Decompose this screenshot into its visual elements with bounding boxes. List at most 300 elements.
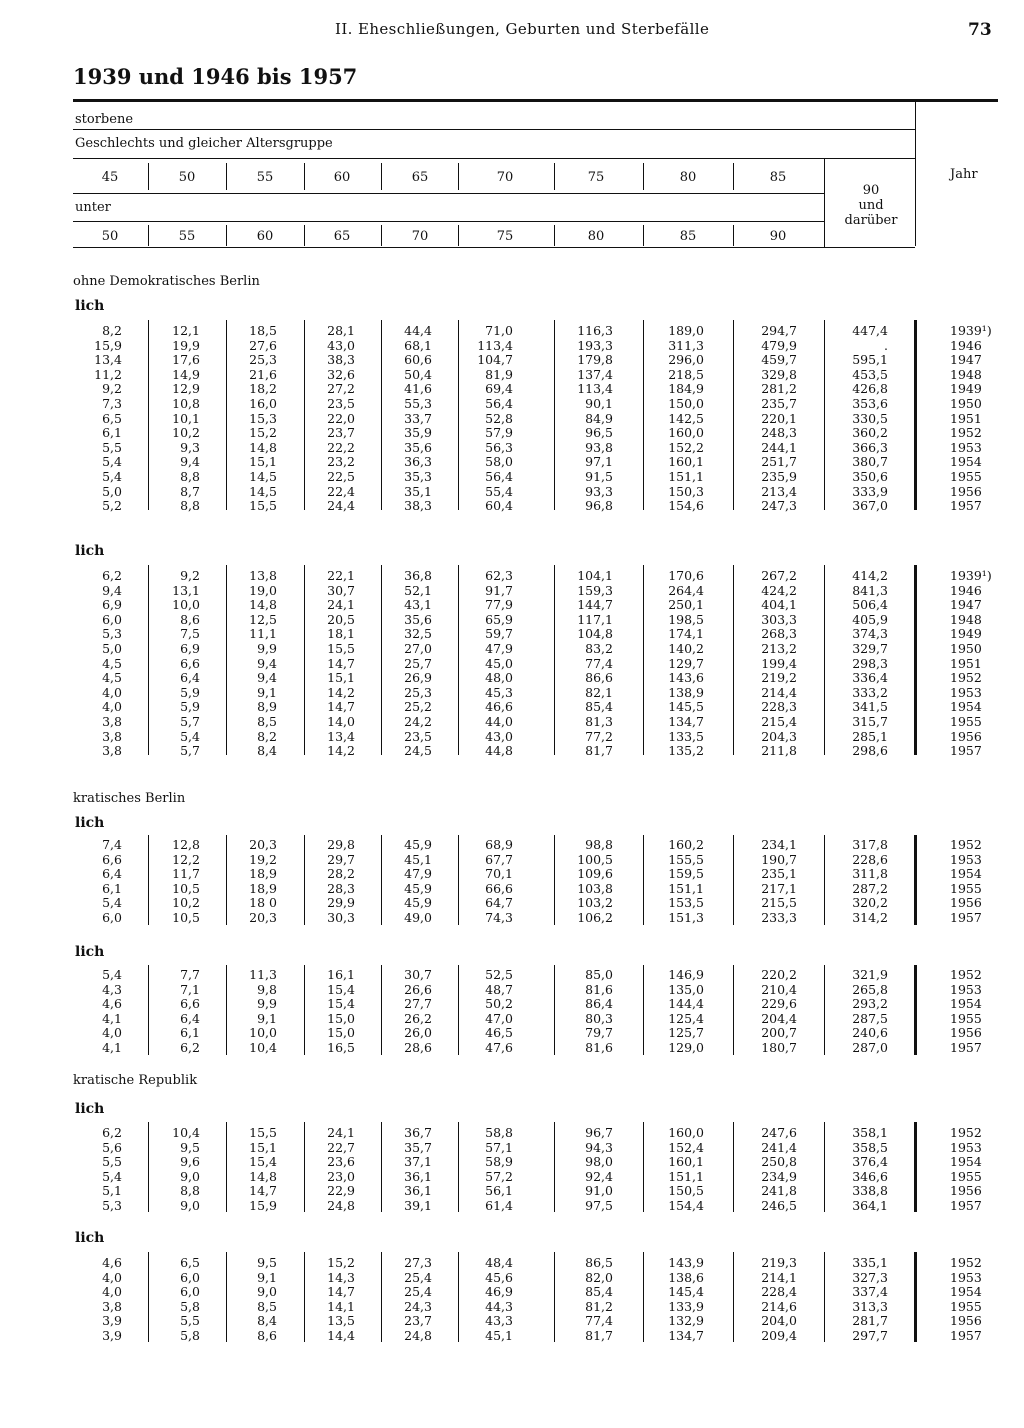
table-cell: 94,3 (585, 1139, 613, 1155)
table-cell: 65,9 (485, 611, 513, 627)
table-cell: 204,4 (761, 1010, 797, 1026)
table-cell: 18,5 (249, 323, 277, 338)
table-cell: 152,4 (668, 1139, 704, 1155)
table-cell: 67,7 (485, 851, 513, 867)
table-cell: 14,7 (327, 655, 355, 671)
table-cell: 294,7 (761, 323, 797, 338)
year-cell: 1946 (950, 582, 982, 598)
table-cell: 5,9 (180, 684, 200, 700)
year-column-bar (914, 965, 917, 1055)
year-cell: 1957 (950, 498, 982, 514)
table-cell: 241,4 (761, 1139, 797, 1155)
table-cell: 138,9 (668, 684, 704, 700)
table-cell: 414,2 (852, 568, 888, 583)
table-cell: 43,0 (485, 728, 513, 744)
table-cell: 134,7 (668, 1328, 704, 1343)
table-cell: 5,4 (102, 1168, 122, 1184)
ninety-and-over-header (836, 183, 906, 228)
table-cell: 151,1 (668, 1168, 704, 1184)
table-cell: 15,1 (249, 454, 277, 470)
table-cell: 47,9 (404, 866, 432, 882)
table-cell: 204,3 (761, 728, 797, 744)
table-cell: 71,0 (485, 323, 513, 338)
table-cell: 93,3 (585, 483, 613, 499)
table-cell: 44,0 (485, 714, 513, 729)
header-column-divider (733, 225, 734, 246)
table-cell: 27,2 (327, 381, 355, 397)
table-cell: 74,3 (485, 910, 513, 925)
table-cell: 25,4 (404, 1269, 432, 1285)
table-cell: 214,6 (761, 1298, 797, 1314)
table-cell: 150,3 (668, 483, 704, 499)
year-cell: 1952 (950, 1255, 982, 1270)
table-cell: 5,4 (102, 895, 122, 911)
table-cell: 43,1 (404, 597, 432, 613)
table-cell: 160,0 (668, 1125, 704, 1140)
table-cell: 180,7 (761, 1040, 797, 1055)
table-cell: 380,7 (852, 454, 888, 470)
table-cell: 281,2 (761, 381, 797, 397)
table-cell: 6,1 (102, 880, 122, 896)
table-cell: 66,6 (485, 880, 513, 896)
table-cell: 341,5 (852, 699, 888, 715)
table-cell: 15,3 (249, 410, 277, 426)
table-cell: 80,3 (585, 1010, 613, 1026)
column-divider (554, 1252, 555, 1342)
year-cell: 1957 (950, 1198, 982, 1213)
table-cell: 9,4 (257, 655, 277, 671)
table-cell: 6,0 (180, 1284, 200, 1300)
table-cell: 58,8 (485, 1125, 513, 1140)
table-cell: 189,0 (668, 323, 704, 338)
column-divider (733, 965, 734, 1055)
table-cell: 247,6 (761, 1125, 797, 1140)
year-cell: 1949 (950, 626, 982, 642)
table-cell: 8,8 (180, 498, 200, 514)
table-cell: 6,1 (102, 425, 122, 441)
column-divider (458, 965, 459, 1055)
table-cell: 5,8 (180, 1298, 200, 1314)
from-age-cell: 55 (256, 170, 274, 185)
year-cell: 1951 (950, 655, 982, 671)
table-cell: 5,6 (102, 1139, 122, 1155)
table-cell: 27,6 (249, 337, 277, 353)
table-cell: 30,7 (404, 967, 432, 982)
table-cell: 6,4 (102, 866, 122, 882)
table-cell: 144,7 (577, 597, 613, 613)
table-cell: 9,4 (102, 582, 122, 598)
year-cell: 1952 (950, 1125, 982, 1140)
table-cell: 98,0 (585, 1154, 613, 1170)
table-cell: 113,4 (477, 337, 513, 353)
table-cell: 133,9 (668, 1298, 704, 1314)
table-cell: 6,0 (102, 611, 122, 627)
table-cell: 9,8 (257, 981, 277, 997)
table-cell: 5,0 (102, 483, 122, 499)
column-divider (458, 1122, 459, 1212)
table-cell: 117,1 (577, 611, 613, 627)
table-cell: 11,1 (249, 626, 277, 642)
table-cell: 46,9 (485, 1284, 513, 1300)
table-cell: 11,3 (249, 967, 277, 982)
table-cell: 6,4 (180, 670, 200, 686)
table-cell: 248,3 (761, 425, 797, 441)
table-cell: 6,2 (102, 568, 122, 583)
year-column-bar (914, 1252, 917, 1342)
table-cell: 36,1 (404, 1183, 432, 1199)
column-divider (824, 835, 825, 925)
table-cell: 3,8 (102, 743, 122, 759)
table-cell: 426,8 (852, 381, 888, 397)
header-column-divider (304, 163, 305, 190)
table-cell: 146,9 (668, 967, 704, 982)
table-cell: 47,9 (485, 641, 513, 656)
year-cell: 1953 (950, 1269, 982, 1285)
table-cell: 24,1 (327, 597, 355, 613)
table-cell: 14,8 (249, 597, 277, 613)
year-cell: 1955 (950, 1298, 982, 1314)
header-row1-text: storbene (75, 112, 134, 127)
table-cell: 15,9 (94, 337, 122, 353)
table-cell: 39,1 (404, 1198, 432, 1213)
table-cell: 15,2 (327, 1255, 355, 1270)
table-cell: 10,0 (172, 597, 200, 613)
header-rule-3 (73, 193, 824, 194)
table-cell: 52,1 (404, 582, 432, 598)
table-cell: 64,7 (485, 895, 513, 911)
column-divider (381, 1122, 382, 1212)
table-cell: 267,2 (761, 568, 797, 583)
column-divider (381, 320, 382, 510)
table-cell: 6,0 (102, 910, 122, 925)
table-cell: 5,1 (102, 1183, 122, 1199)
sex-label: lich (75, 944, 105, 960)
to-age-cell: 70 (411, 229, 429, 244)
table-cell: 35,3 (404, 469, 432, 484)
table-cell: 97,5 (585, 1198, 613, 1213)
table-cell: 137,4 (577, 366, 613, 382)
table-cell: 81,9 (485, 366, 513, 382)
column-divider (824, 320, 825, 510)
table-cell: 215,4 (761, 714, 797, 729)
table-cell: 321,9 (852, 967, 888, 982)
column-divider (554, 1122, 555, 1212)
table-cell: 6,9 (102, 597, 122, 613)
table-cell: 9,2 (180, 568, 200, 583)
table-cell: 14,8 (249, 439, 277, 455)
header-rule-4 (73, 221, 824, 222)
table-cell: 86,5 (585, 1255, 613, 1270)
year-cell: 1957 (950, 1328, 982, 1343)
table-cell: 268,3 (761, 626, 797, 642)
year-cell: 1947 (950, 352, 982, 368)
table-cell: 287,2 (852, 880, 888, 896)
table-cell: 376,4 (852, 1154, 888, 1170)
table-cell: 5,3 (102, 626, 122, 642)
table-cell: 13,8 (249, 568, 277, 583)
table-cell: 241,8 (761, 1183, 797, 1199)
table-cell: 57,2 (485, 1168, 513, 1184)
year-cell: 1951 (950, 410, 982, 426)
year-cell: 1948 (950, 611, 982, 627)
table-cell: 4,0 (102, 1269, 122, 1285)
table-cell: 235,7 (761, 396, 797, 411)
to-age-cell: 50 (101, 229, 119, 244)
table-cell: 13,4 (327, 728, 355, 744)
table-cell: 21,6 (249, 366, 277, 382)
table-cell: 219,2 (761, 670, 797, 686)
header-column-divider (226, 163, 227, 190)
table-cell: 5,4 (102, 967, 122, 982)
year-cell: 1956 (950, 1183, 982, 1199)
column-divider (554, 565, 555, 755)
table-cell: 29,7 (327, 851, 355, 867)
table-cell: 6,0 (180, 1269, 200, 1285)
table-cell: 79,7 (585, 1025, 613, 1041)
table-cell: 4,1 (102, 1040, 122, 1055)
table-cell: 35,6 (404, 611, 432, 627)
table-cell: 154,4 (668, 1198, 704, 1213)
year-cell: 1953 (950, 851, 982, 867)
table-cell: 58,0 (485, 454, 513, 470)
column-divider (226, 1252, 227, 1342)
table-cell: 9,9 (257, 996, 277, 1012)
table-cell: 190,7 (761, 851, 797, 867)
table-cell: 116,3 (577, 323, 613, 338)
table-cell: 329,8 (761, 366, 797, 382)
table-cell: 81,3 (585, 714, 613, 729)
sex-label: lich (75, 1101, 105, 1117)
table-cell: 281,7 (852, 1313, 888, 1329)
table-cell: 48,0 (485, 670, 513, 686)
table-cell: 6,6 (180, 996, 200, 1012)
table-cell: 5,5 (180, 1313, 200, 1329)
table-cell: 57,1 (485, 1139, 513, 1155)
table-cell: 23,0 (327, 1168, 355, 1184)
table-cell: 109,6 (577, 866, 613, 882)
table-cell: 14,5 (249, 469, 277, 484)
table-cell: 6,2 (180, 1040, 200, 1055)
table-cell: 151,3 (668, 910, 704, 925)
table-cell: 35,1 (404, 483, 432, 499)
table-cell: 9,1 (257, 1010, 277, 1026)
year-cell: 1953 (950, 1139, 982, 1155)
table-cell: 23,6 (327, 1154, 355, 1170)
table-cell: 15,1 (327, 670, 355, 686)
table-cell: 15,2 (249, 425, 277, 441)
table-cell: 14,2 (327, 743, 355, 759)
section-label: kratisches Berlin (73, 791, 186, 806)
table-cell: 15,9 (249, 1198, 277, 1213)
table-cell: 11,7 (172, 866, 200, 882)
table-cell: 77,9 (485, 597, 513, 613)
table-cell: 152,2 (668, 439, 704, 455)
header-column-divider (554, 163, 555, 190)
running-head: II. Eheschließungen, Geburten und Sterbefälle (335, 20, 710, 38)
table-cell: 91,5 (585, 469, 613, 484)
column-divider (643, 1252, 644, 1342)
from-age-cell: 50 (178, 170, 196, 185)
table-cell: 424,2 (761, 582, 797, 598)
table-cell: 841,3 (852, 582, 888, 598)
table-cell: 23,2 (327, 454, 355, 470)
table-cell: 4,0 (102, 684, 122, 700)
table-cell: 329,7 (852, 641, 888, 656)
table-cell: 317,8 (852, 837, 888, 852)
header-column-divider (381, 225, 382, 246)
table-cell: 52,8 (485, 410, 513, 426)
column-divider (824, 965, 825, 1055)
year-column-bar (914, 1122, 917, 1212)
table-cell: 336,4 (852, 670, 888, 686)
table-cell: 32,5 (404, 626, 432, 642)
column-divider (824, 1252, 825, 1342)
table-cell: 140,2 (668, 641, 704, 656)
table-cell: 7,4 (102, 837, 122, 852)
table-cell: 37,1 (404, 1154, 432, 1170)
table-cell: 45,0 (485, 655, 513, 671)
table-cell: 8,2 (102, 323, 122, 338)
table-cell: 4,3 (102, 981, 122, 997)
table-cell: 29,9 (327, 895, 355, 911)
table-cell: 25,3 (249, 352, 277, 368)
table-cell: 52,5 (485, 967, 513, 982)
table-cell: 160,2 (668, 837, 704, 852)
table-cell: 366,3 (852, 439, 888, 455)
table-cell: 143,6 (668, 670, 704, 686)
table-cell: 26,0 (404, 1025, 432, 1041)
table-cell: 15,5 (327, 641, 355, 656)
table-cell: 179,8 (577, 352, 613, 368)
table-cell: 47,6 (485, 1040, 513, 1055)
table-cell: 209,4 (761, 1328, 797, 1343)
table-cell: 6,6 (180, 655, 200, 671)
table-cell: 235,9 (761, 469, 797, 484)
table-cell: 5,4 (102, 454, 122, 470)
table-cell: 81,6 (585, 981, 613, 997)
table-cell: 9,1 (257, 684, 277, 700)
header-column-divider (643, 225, 644, 246)
table-cell: 30,3 (327, 910, 355, 925)
table-cell: 595,1 (852, 352, 888, 368)
table-cell: 13,4 (94, 352, 122, 368)
table-cell: 8,8 (180, 469, 200, 484)
table-cell: 234,9 (761, 1168, 797, 1184)
from-age-cell: 75 (587, 170, 605, 185)
table-cell: 26,9 (404, 670, 432, 686)
table-cell: 358,1 (852, 1125, 888, 1140)
table-cell: 4,1 (102, 1010, 122, 1026)
header-column-divider (148, 163, 149, 190)
table-cell: 96,5 (585, 425, 613, 441)
sex-label: lich (75, 1230, 105, 1246)
header-column-divider (554, 225, 555, 246)
table-cell: 50,4 (404, 366, 432, 382)
table-cell: 12,1 (172, 323, 200, 338)
table-cell: 9,3 (180, 439, 200, 455)
column-divider (458, 565, 459, 755)
table-cell: 358,5 (852, 1139, 888, 1155)
table-cell: 15,4 (327, 981, 355, 997)
column-divider (554, 835, 555, 925)
table-cell: 77,4 (585, 1313, 613, 1329)
table-cell: 144,4 (668, 996, 704, 1012)
table-cell: 22,2 (327, 439, 355, 455)
column-divider (643, 565, 644, 755)
year-cell: 1947 (950, 597, 982, 613)
table-cell: 213,4 (761, 483, 797, 499)
column-divider (458, 1252, 459, 1342)
table-cell: 303,3 (761, 611, 797, 627)
table-cell: 9,2 (102, 381, 122, 397)
column-divider (381, 1252, 382, 1342)
table-cell: 36,3 (404, 454, 432, 470)
year-column-bar (914, 320, 917, 510)
table-cell: 45,9 (404, 837, 432, 852)
table-cell: 404,1 (761, 597, 797, 613)
table-cell: 214,1 (761, 1269, 797, 1285)
table-cell: 159,5 (668, 866, 704, 882)
table-cell: 100,5 (577, 851, 613, 867)
table-cell: 10,5 (172, 910, 200, 925)
column-divider (304, 835, 305, 925)
header-column-divider (148, 225, 149, 246)
table-cell: 24,8 (327, 1198, 355, 1213)
column-divider (148, 1252, 149, 1342)
year-cell: 1954 (950, 996, 982, 1012)
table-cell: 337,4 (852, 1284, 888, 1300)
table-cell: 104,7 (477, 352, 513, 368)
year-cell: 1952 (950, 670, 982, 686)
table-cell: 4,0 (102, 1284, 122, 1300)
table-cell: 5,3 (102, 1198, 122, 1213)
table-cell: 313,3 (852, 1298, 888, 1314)
header-bottom-rule (73, 247, 915, 248)
table-cell: 97,1 (585, 454, 613, 470)
table-cell: 103,8 (577, 880, 613, 896)
table-cell: 25,3 (404, 684, 432, 700)
ninety-label: 90 (862, 183, 880, 198)
year-column-bar (914, 565, 917, 755)
table-cell: 6,1 (180, 1025, 200, 1041)
table-cell: 210,4 (761, 981, 797, 997)
table-cell: 4,5 (102, 670, 122, 686)
table-cell: 346,6 (852, 1168, 888, 1184)
table-cell: 170,6 (668, 568, 704, 583)
table-cell: 160,0 (668, 425, 704, 441)
table-cell: 10,5 (172, 880, 200, 896)
table-cell: 14,8 (249, 1168, 277, 1184)
table-cell: 104,1 (577, 568, 613, 583)
year-cell: 1939¹) (950, 568, 992, 583)
table-cell: 247,3 (761, 498, 797, 514)
table-cell: 56,4 (485, 469, 513, 484)
table-cell: 244,1 (761, 439, 797, 455)
table-cell: 7,1 (180, 981, 200, 997)
table-cell: 211,8 (761, 743, 797, 759)
table-cell: 235,1 (761, 866, 797, 882)
table-cell: 9,1 (257, 1269, 277, 1285)
table-cell: 8,2 (257, 728, 277, 744)
table-cell: 59,7 (485, 626, 513, 642)
table-cell: 360,2 (852, 425, 888, 441)
to-age-cell: 65 (333, 229, 351, 244)
und-label: und (858, 198, 884, 213)
table-cell: 16,5 (327, 1040, 355, 1055)
column-divider (733, 320, 734, 510)
table-cell: 364,1 (852, 1198, 888, 1213)
table-cell: 48,7 (485, 981, 513, 997)
